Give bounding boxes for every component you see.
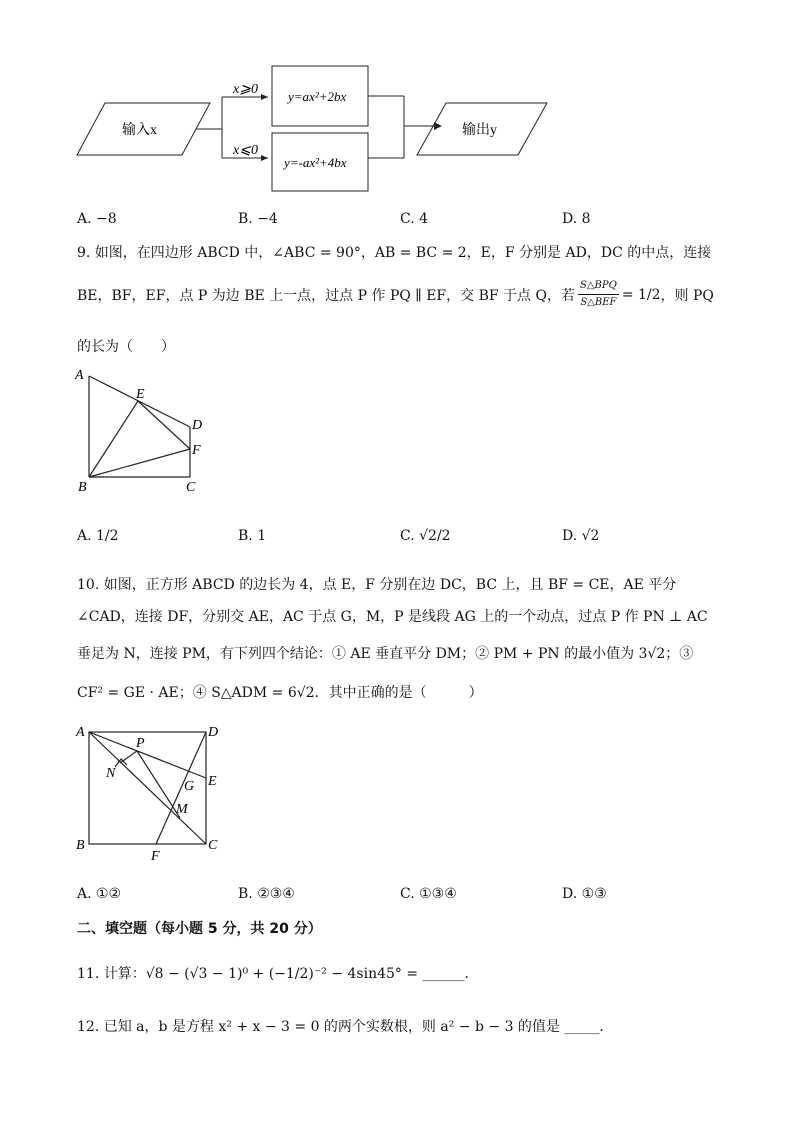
q10-label-d: D xyxy=(208,725,219,740)
q12-text: 12. 已知 a，b 是方程 x² + x − 3 = 0 的两个实数根，则 a² − b − 3 的值是 _____． xyxy=(77,1019,614,1035)
q10-option-c[interactable]: C. ①③④ xyxy=(400,886,457,902)
q9-line2-post: ，则 PQ xyxy=(660,287,714,304)
q10-label-m: M xyxy=(176,802,188,817)
q11-text: 11. 计算：√8 − (√3 − 1)⁰ + (−1/2)⁻² − 4sin45° = ______． xyxy=(77,966,479,982)
q9-ratio: = 1/2 xyxy=(621,286,661,303)
q9-figure xyxy=(70,365,220,495)
q8-option-d[interactable]: D. 8 xyxy=(562,211,591,227)
q10-line1: 10. 如图，正方形 ABCD 的边长为 4，点 E，F 分别在边 DC，BC 上，且 BF = CE，AE 平分 xyxy=(77,577,677,593)
output-label: 输出y xyxy=(462,123,497,138)
q8-option-c[interactable]: C. 4 xyxy=(400,211,429,227)
q9-option-a[interactable]: A. 1/2 xyxy=(77,528,119,544)
q9-line2-pre: BE，BF，EF，点 P 为边 BE 上一点，过点 P 作 PQ ∥ EF，交 BF 于点 Q，若 xyxy=(77,287,575,304)
q10-label-n: N xyxy=(106,766,116,781)
q8-option-a[interactable]: A. −8 xyxy=(77,211,117,227)
q10-line2: ∠CAD，连接 DF，分别交 AE，AC 于点 G，M，P 是线段 AG 上的一个动点，过点 P 作 PN ⊥ AC xyxy=(77,609,708,625)
q9-option-d[interactable]: D. √2 xyxy=(562,528,600,544)
q9-frac-num: S△BPQ xyxy=(578,278,619,295)
q9-label-d: D xyxy=(192,418,203,433)
q10-line3: 垂足为 N，连接 PM，有下列四个结论：① AE 垂直平分 DM；② PM + PN 的最小值为 3√2；③ xyxy=(77,646,694,662)
q10-label-c: C xyxy=(208,838,218,853)
q9-option-c[interactable]: C. √2/2 xyxy=(400,528,451,544)
input-label: 输入x xyxy=(122,123,157,138)
section-heading: 二、填空题（每小题 5 分，共 20 分） xyxy=(77,921,322,937)
q10-option-d[interactable]: D. ①③ xyxy=(562,886,607,902)
q9-frac-den: S△BEF xyxy=(580,297,617,308)
formula-bottom: y=-ax²+4bx xyxy=(284,155,347,170)
q10-label-b: B xyxy=(76,838,85,853)
q9-option-b[interactable]: B. 1 xyxy=(238,528,267,544)
q9-line2 xyxy=(77,278,714,311)
q9-label-f: F xyxy=(192,443,201,458)
q9-line3: 的长为（ ） xyxy=(77,339,175,355)
q9-area-fraction xyxy=(578,278,619,311)
q9-label-a: A xyxy=(75,368,84,383)
q10-label-a: A xyxy=(76,725,85,740)
q9-label-b: B xyxy=(78,480,87,495)
q8-option-b[interactable]: B. −4 xyxy=(238,211,278,227)
q10-option-a[interactable]: A. ①② xyxy=(77,886,122,902)
q10-label-e: E xyxy=(208,774,217,789)
flowchart xyxy=(0,0,794,200)
cond-top: x⩾0 xyxy=(233,82,258,97)
q10-label-p: P xyxy=(136,736,145,751)
q10-figure xyxy=(70,720,230,870)
q10-label-g: G xyxy=(184,779,195,794)
q9-label-c: C xyxy=(186,480,196,495)
cond-bottom: x⩽0 xyxy=(233,143,258,158)
q10-line4: CF² = GE · AE；④ S△ADM = 6√2．其中正确的是（ ） xyxy=(77,685,483,701)
q9-label-e: E xyxy=(136,387,145,402)
q10-label-f: F xyxy=(151,849,160,864)
q9-line1: 9. 如图，在四边形 ABCD 中，∠ABC = 90°，AB = BC = 2，E，F 分别是 AD，DC 的中点，连接 xyxy=(77,245,712,261)
formula-top: y=ax²+2bx xyxy=(288,89,347,104)
q10-option-b[interactable]: B. ②③④ xyxy=(238,886,295,902)
